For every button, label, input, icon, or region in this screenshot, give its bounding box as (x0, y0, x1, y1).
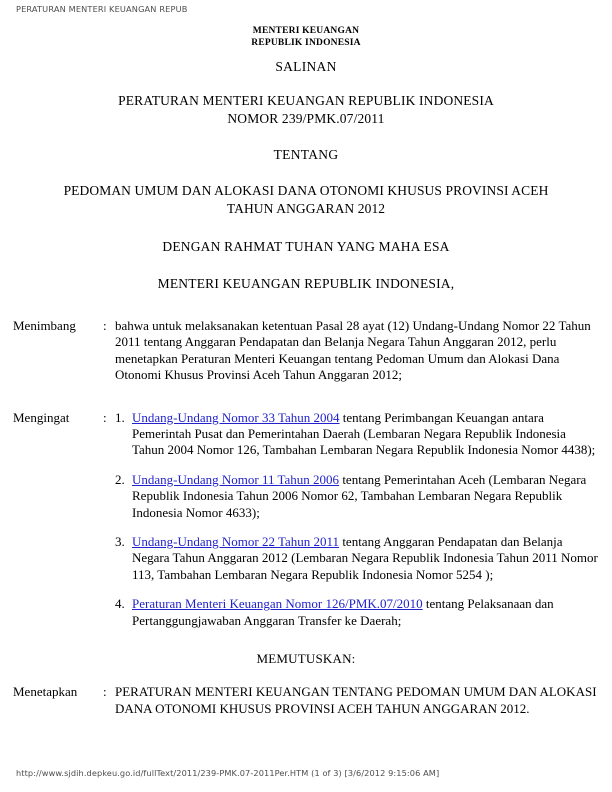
browser-page-footer: http://www.sjdih.depkeu.go.id/fullText/2011/239-PMK.07-2011Per.HTM (1 of 3) [3/6/2012 9:15:06 AM] (16, 768, 440, 778)
law-link[interactable]: Undang-Undang Nomor 11 Tahun 2006 (132, 471, 340, 487)
mengingat-label: Mengingat (13, 409, 70, 425)
mengingat-colon: : (103, 409, 107, 425)
menetapkan-colon: : (103, 684, 107, 700)
document-number: NOMOR 239/PMK.07/2011 (227, 111, 385, 126)
signatory-heading: MENTERI KEUANGAN REPUBLIK INDONESIA, (157, 276, 455, 291)
law-link[interactable]: Undang-Undang Nomor 22 Tahun 2011 (132, 534, 340, 550)
menimbang-clause (0, 318, 612, 384)
memutuskan-heading: MEMUTUSKAN: (256, 651, 356, 667)
law-link[interactable]: Undang-Undang Nomor 33 Tahun 2004 (132, 409, 340, 425)
browser-page-header: PERATURAN MENTERI KEUANGAN REPUB (16, 4, 188, 14)
list-item-text: tentang Pelaksanaan dan Pertanggungjawaban Anggaran Transfer ke Daerah; (132, 596, 554, 628)
list-item-number: 1. (115, 409, 125, 425)
document-subject-line-2: TAHUN ANGGARAN 2012 (226, 201, 386, 216)
menetapkan-text (115, 684, 598, 717)
list-item-text: tentang Pemerintahan Aceh (Lembaran Negara Republik Indonesia Tahun 2006 Nomor 62, Tambahan Lembaran Negara Republik Indonesia Nomor 4633); (132, 471, 587, 520)
list-item (115, 472, 598, 521)
list-item (115, 534, 598, 583)
menimbang-text (115, 318, 598, 384)
mengingat-text (115, 410, 598, 629)
list-item-number: 3. (115, 534, 125, 550)
list-item-number: 4. (115, 596, 125, 612)
menetapkan-paragraph: PERATURAN MENTERI KEUANGAN TENTANG PEDOMAN UMUM DAN ALOKASI DANA OTONOMI KHUSUS PROVINSI ACEH TAHUN ANGGARAN 2012. (115, 684, 597, 716)
law-link[interactable]: Peraturan Menteri Keuangan Nomor 126/PMK.07/2010 (132, 596, 423, 612)
list-item-text: tentang Anggaran Pendapatan dan Belanja Negara Tahun Anggaran 2012 (Lembaran Negara Republik Indonesia Tahun 2011 Nomor 113, Tambahan Lembaran Negara Republik Indonesia Nomor 5254 ); (132, 534, 598, 582)
menimbang-label: Menimbang (13, 318, 76, 333)
document-letterhead (0, 26, 612, 49)
legal-reference-list (115, 410, 598, 629)
menimbang-colon: : (103, 318, 107, 333)
document-subject-line-1: PEDOMAN UMUM DAN ALOKASI DANA OTONOMI KHUSUS PROVINSI ACEH (63, 183, 549, 198)
tentang-heading: TENTANG (273, 147, 339, 162)
document-subject (0, 182, 612, 218)
list-item (115, 596, 598, 629)
letterhead-line-1: MENTERI KEUANGAN (252, 26, 360, 36)
salinan-label: SALINAN (275, 59, 337, 74)
rahmat-heading: DENGAN RAHMAT TUHAN YANG MAHA ESA (162, 239, 450, 254)
document-title-line-1: PERATURAN MENTERI KEUANGAN REPUBLIK INDONESIA (118, 93, 494, 108)
menimbang-paragraph: bahwa untuk melaksanakan ketentuan Pasal 28 ayat (12) Undang-Undang Nomor 22 Tahun 2011 tentang Anggaran Pendapatan dan Belanja Negara Tahun Anggaran 2012, perlu menetapkan Peraturan Menteri Keuangan tentang Pedoman Umum dan Alokasi Dana Otonomi Khusus Provinsi Aceh Tahun Anggaran 2012; (115, 318, 591, 383)
list-item-number: 2. (115, 471, 125, 487)
mengingat-clause (0, 410, 612, 629)
letterhead-line-2: REPUBLIK INDONESIA (251, 37, 361, 48)
document-body (0, 26, 612, 717)
document-title (0, 92, 612, 128)
list-item (115, 410, 598, 459)
menetapkan-clause (0, 684, 612, 717)
menetapkan-label: Menetapkan (13, 684, 78, 700)
list-item-text: tentang Perimbangan Keuangan antara Pemerintah Pusat dan Pemerintahan Daerah (Lembaran Negara Republik Indonesia Tahun 2004 Nomor 126, Tambahan Lembaran Negara Republik Indonesia Nomor 4438); (132, 409, 596, 458)
